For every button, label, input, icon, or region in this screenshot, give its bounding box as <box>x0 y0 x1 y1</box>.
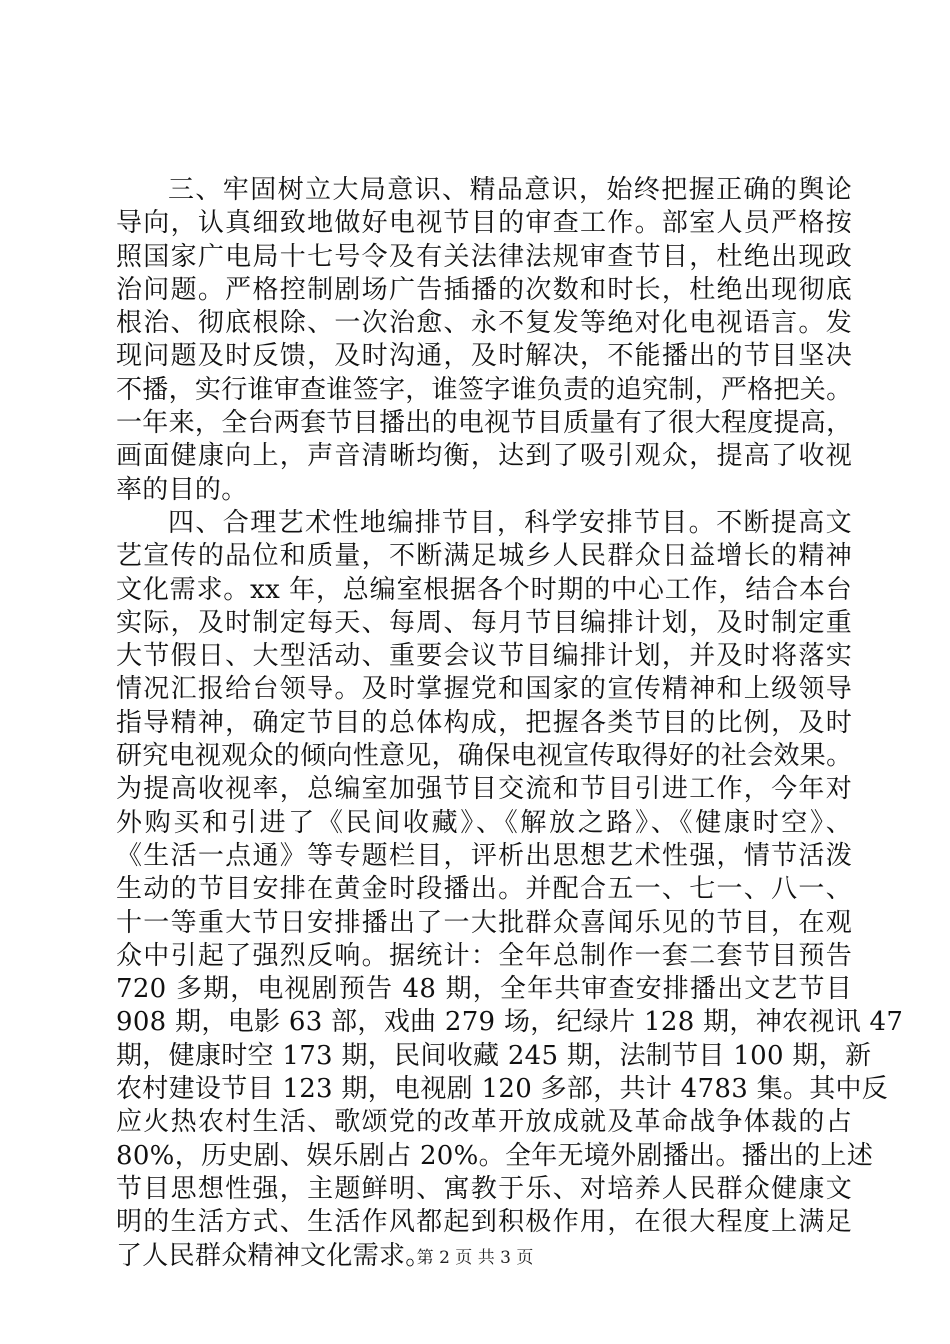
paragraph-4 <box>116 507 904 1273</box>
text-line: 照国家广电局十七号令及有关法律法规审查节目，杜绝出现政 <box>116 241 852 272</box>
page-number-footer: 第 2 页 共 3 页 <box>416 1248 534 1268</box>
document-body <box>116 174 904 1273</box>
text-line: 情况汇报给台领导。及时掌握党和国家的宣传精神和上级领导 <box>116 674 852 705</box>
text-line: 画面健康向上，声音清晰均衡，达到了吸引观众，提高了收视 <box>116 441 852 472</box>
text-line: 720 多期，电视剧预告 48 期，全年共审查安排播出文艺节目 <box>116 974 852 1005</box>
text-line: 一年来，全台两套节目播出的电视节目质量有了很大程度提高， <box>116 408 853 439</box>
text-line: 《生活一点通》等专题栏目，评析出思想艺术性强，情节活泼 <box>116 840 852 871</box>
text-line: 四、合理艺术性地编排节目，科学安排节目。不断提高文 <box>168 507 852 538</box>
text-line: 指导精神，确定节目的总体构成，把握各类节目的比例，及时 <box>116 707 852 738</box>
text-line: 80%，历史剧、娱乐剧占 20%。全年无境外剧播出。播出的上述 <box>116 1140 874 1171</box>
text-line: 908 期，电影 63 部，戏曲 279 场，纪绿片 128 期，神农视讯 47 <box>116 1007 904 1038</box>
text-line: 实际，及时制定每天、每周、每月节目编排计划，及时制定重 <box>116 607 852 638</box>
text-line: 研究电视观众的倾向性意见，确保电视宣传取得好的社会效果。 <box>116 741 853 772</box>
text-line: 外购买和引进了《民间收藏》、《解放之路》、《健康时空》、 <box>116 807 852 838</box>
text-line: 大节假日、大型活动、重要会议节目编排计划，并及时将落实 <box>116 641 852 672</box>
text-line: 现问题及时反馈，及时沟通，及时解决，不能播出的节目坚决 <box>116 341 852 372</box>
text-line: 不播，实行谁审查谁签字，谁签字谁负责的追究制，严格把关。 <box>116 374 853 405</box>
text-line: 治问题。严格控制剧场广告插播的次数和时长，杜绝出现彻底 <box>116 274 852 305</box>
text-line: 十一等重大节日安排播出了一大批群众喜闻乐见的节目，在观 <box>116 907 852 938</box>
text-line: 导向，认真细致地做好电视节目的审查工作。部室人员严格按 <box>116 208 852 239</box>
text-line: 根治、彻底根除、一次治愈、永不复发等绝对化电视语言。发 <box>116 308 852 339</box>
text-line: 率的目的。 <box>116 474 248 505</box>
text-line: 艺宣传的品位和质量，不断满足城乡人民群众日益增长的精神 <box>116 541 852 572</box>
text-line: 生动的节目安排在黄金时段播出。并配合五一、七一、八一、 <box>116 874 852 905</box>
text-line: 三、牢固树立大局意识、精品意识，始终把握正确的舆论 <box>168 175 852 205</box>
text-line: 明的生活方式、生活作风都起到积极作用，在很大程度上满足 <box>116 1207 852 1238</box>
text-line: 众中引起了强烈反响。据统计：全年总制作一套二套节目预告 <box>116 940 852 971</box>
text-line: 应火热农村生活、歌颂党的改革开放成就及革命战争体裁的占 <box>116 1107 852 1138</box>
paragraph-3 <box>116 174 852 507</box>
text-line: 农村建设节目 123 期，电视剧 120 多部，共计 4783 集。其中反 <box>116 1074 889 1105</box>
text-line: 为提高收视率，总编室加强节目交流和节目引进工作，今年对 <box>116 774 852 805</box>
text-line: 期，健康时空 173 期，民间收藏 245 期，法制节目 100 期，新 <box>116 1040 872 1071</box>
text-line: 了人民群众精神文化需求。 <box>116 1240 432 1271</box>
text-line: 文化需求。xx 年，总编室根据各个时期的中心工作，结合本台 <box>116 574 852 605</box>
text-line: 节目思想性强，主题鲜明、寓教于乐、对培养人民群众健康文 <box>116 1173 852 1204</box>
